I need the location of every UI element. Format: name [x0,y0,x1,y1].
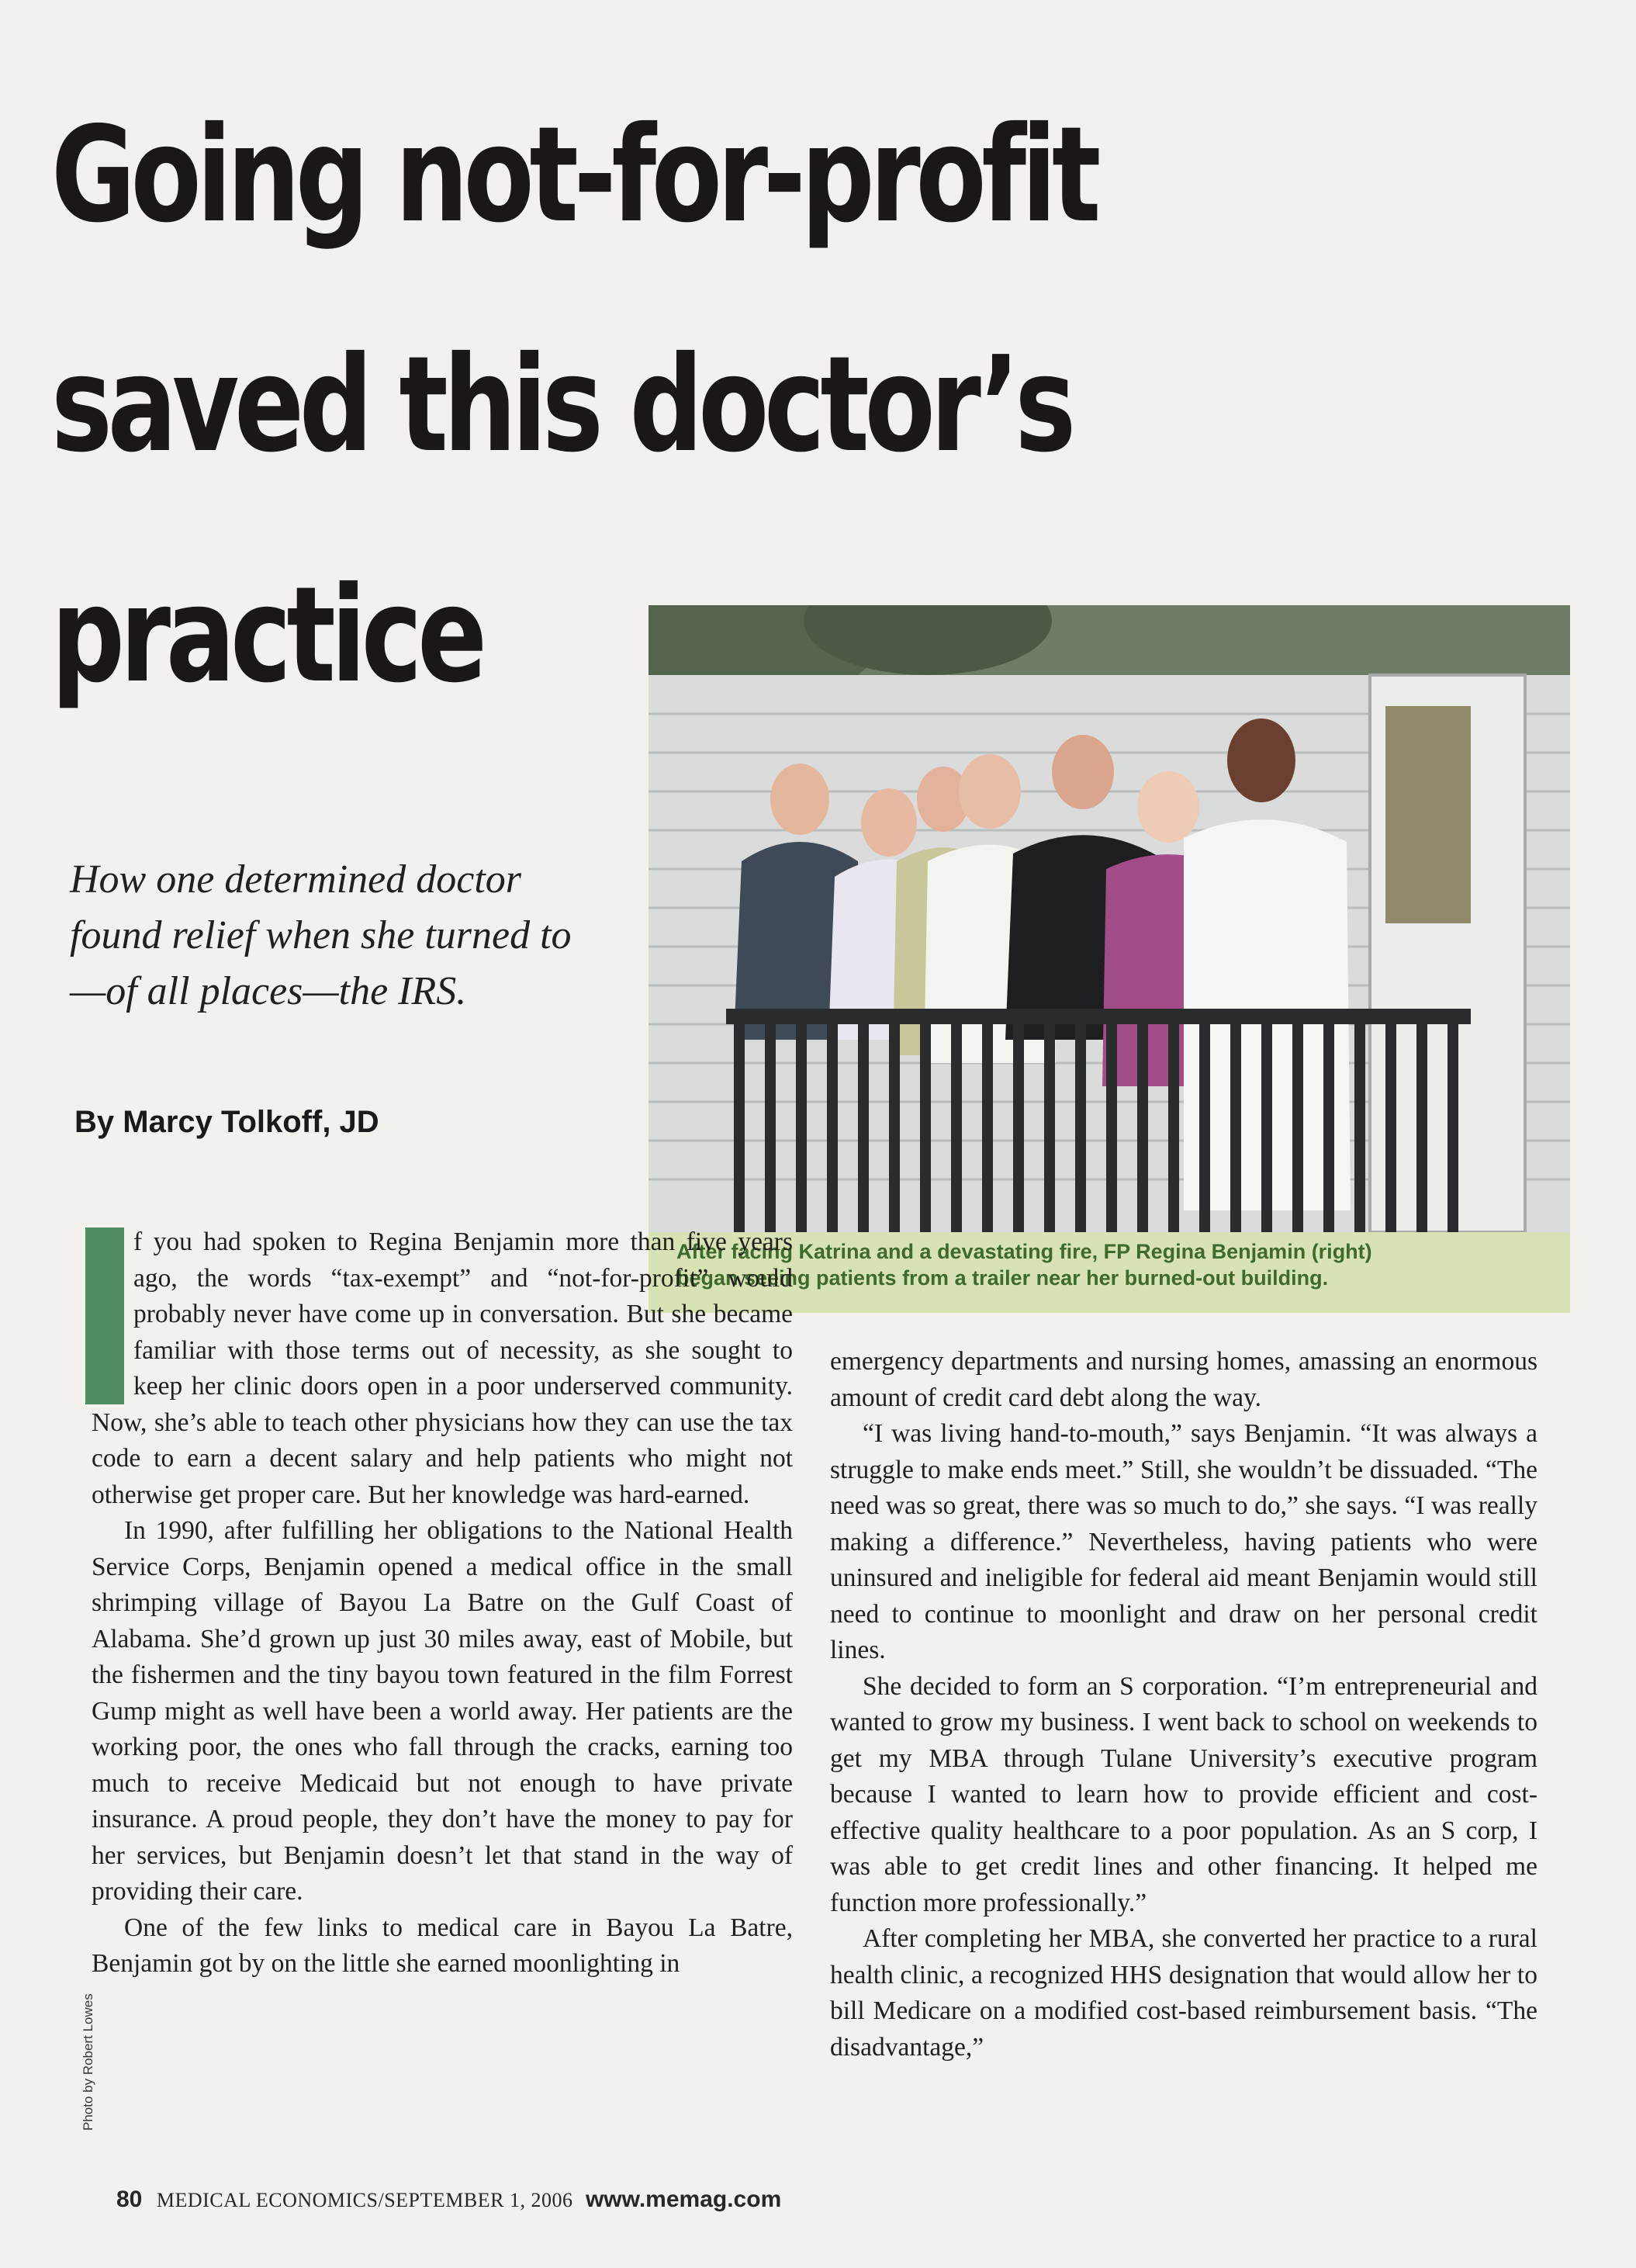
headline-line-2: saved this doctor’s [51,328,1071,482]
byline: By Marcy Tolkoff, JD [74,1105,379,1139]
staff-photo-illustration [649,605,1570,1232]
body-paragraph: She decided to form an S corporation. “I’m entrepreneurial and wanted to grow my business. I went back to school on weekends to get my MBA through Tulane University’s executive program because I wanted to learn how to provide efficient and cost-effective quality healthcare to a poor population. As an S corp, I was able to get credit lines and other financing. It helped me function more professionally.” [830,1671,1537,1917]
photo-credit: Photo by Robert Lowes [81,1993,95,2131]
body-paragraph: After completing her MBA, she converted her practice to a rural health clinic, a recognized HHS designation that would allow her to bill Medicare on a modified cost-based reimbursement basis. “The disadvantage,” [830,1924,1537,2062]
magazine-url: www.memag.com [585,2187,782,2212]
dropcap-bar [85,1227,124,1404]
page-number: 80 [116,2187,143,2212]
body-paragraph: One of the few links to medical care in Bayou La Batre, Benjamin got by on the little she earned moonlighting in [92,1913,793,1978]
photo-caption-text: After facing Katrina and a devastating fire, FP Regina Benjamin (right) began seeing patients from a trailer near her burned-out building. [676,1240,1372,1290]
body-column-2 [830,1344,1537,2065]
page-footer [116,2187,781,2213]
magazine-issue: MEDICAL ECONOMICS/SEPTEMBER 1, 2006 [156,2189,573,2211]
headline-line-3: practice [51,559,482,712]
body-paragraph: “I was living hand-to-mouth,” says Benjamin. “It was always a struggle to make ends meet.” Still, she wouldn’t be dissuaded. “The need was so great, there was so much to do,” she says. “I was really making a difference.” Nevertheless, having patients who were uninsured and ineligible for federal aid meant Benjamin would still need to continue to moonlight and draw on her personal credit lines. [830,1419,1537,1664]
body-paragraph: In 1990, after fulfilling her obligations to the National Health Service Corps, Benjamin opened a medical office in the small shrimping village of Bayou La Batre on the Gulf Coast of Alabama. She’d grown up just 30 miles away, east of Mobile, but the fishermen and the tiny bayou town featured in the film Forrest Gump might as well have been a world away. Her patients are the working poor, the ones who fall through the cracks, earning too much to receive Medicaid but not enough to have private insurance. A proud people, they don’t have the money to pay for her services, but Benjamin doesn’t let that stand in the way of providing their care. [92,1516,793,1906]
headline-line-1: Going not-for-profit [51,99,1097,252]
body-paragraph: f you had spoken to Regina Benjamin more than five years ago, the words “tax-exempt” and “not-for-profit” would probably never have come up in conversation. But she became familiar with those terms out of necessity, as she sought to keep her clinic doors open in a poor underserved community. Now, she’s able to teach other physicians how they can use the tax code to earn a decent salary and help patients who might not otherwise get proper care. But her knowledge was hard-earned. [92,1227,793,1509]
body-paragraph: emergency departments and nursing homes, amassing an enormous amount of credit card debt along the way. [830,1347,1537,1412]
deck-subtitle: How one determined doctor found relief when she turned to—of all places—the IRS. [70,857,572,1013]
staff-photo [649,605,1570,1232]
body-column-1 [92,1224,793,1982]
